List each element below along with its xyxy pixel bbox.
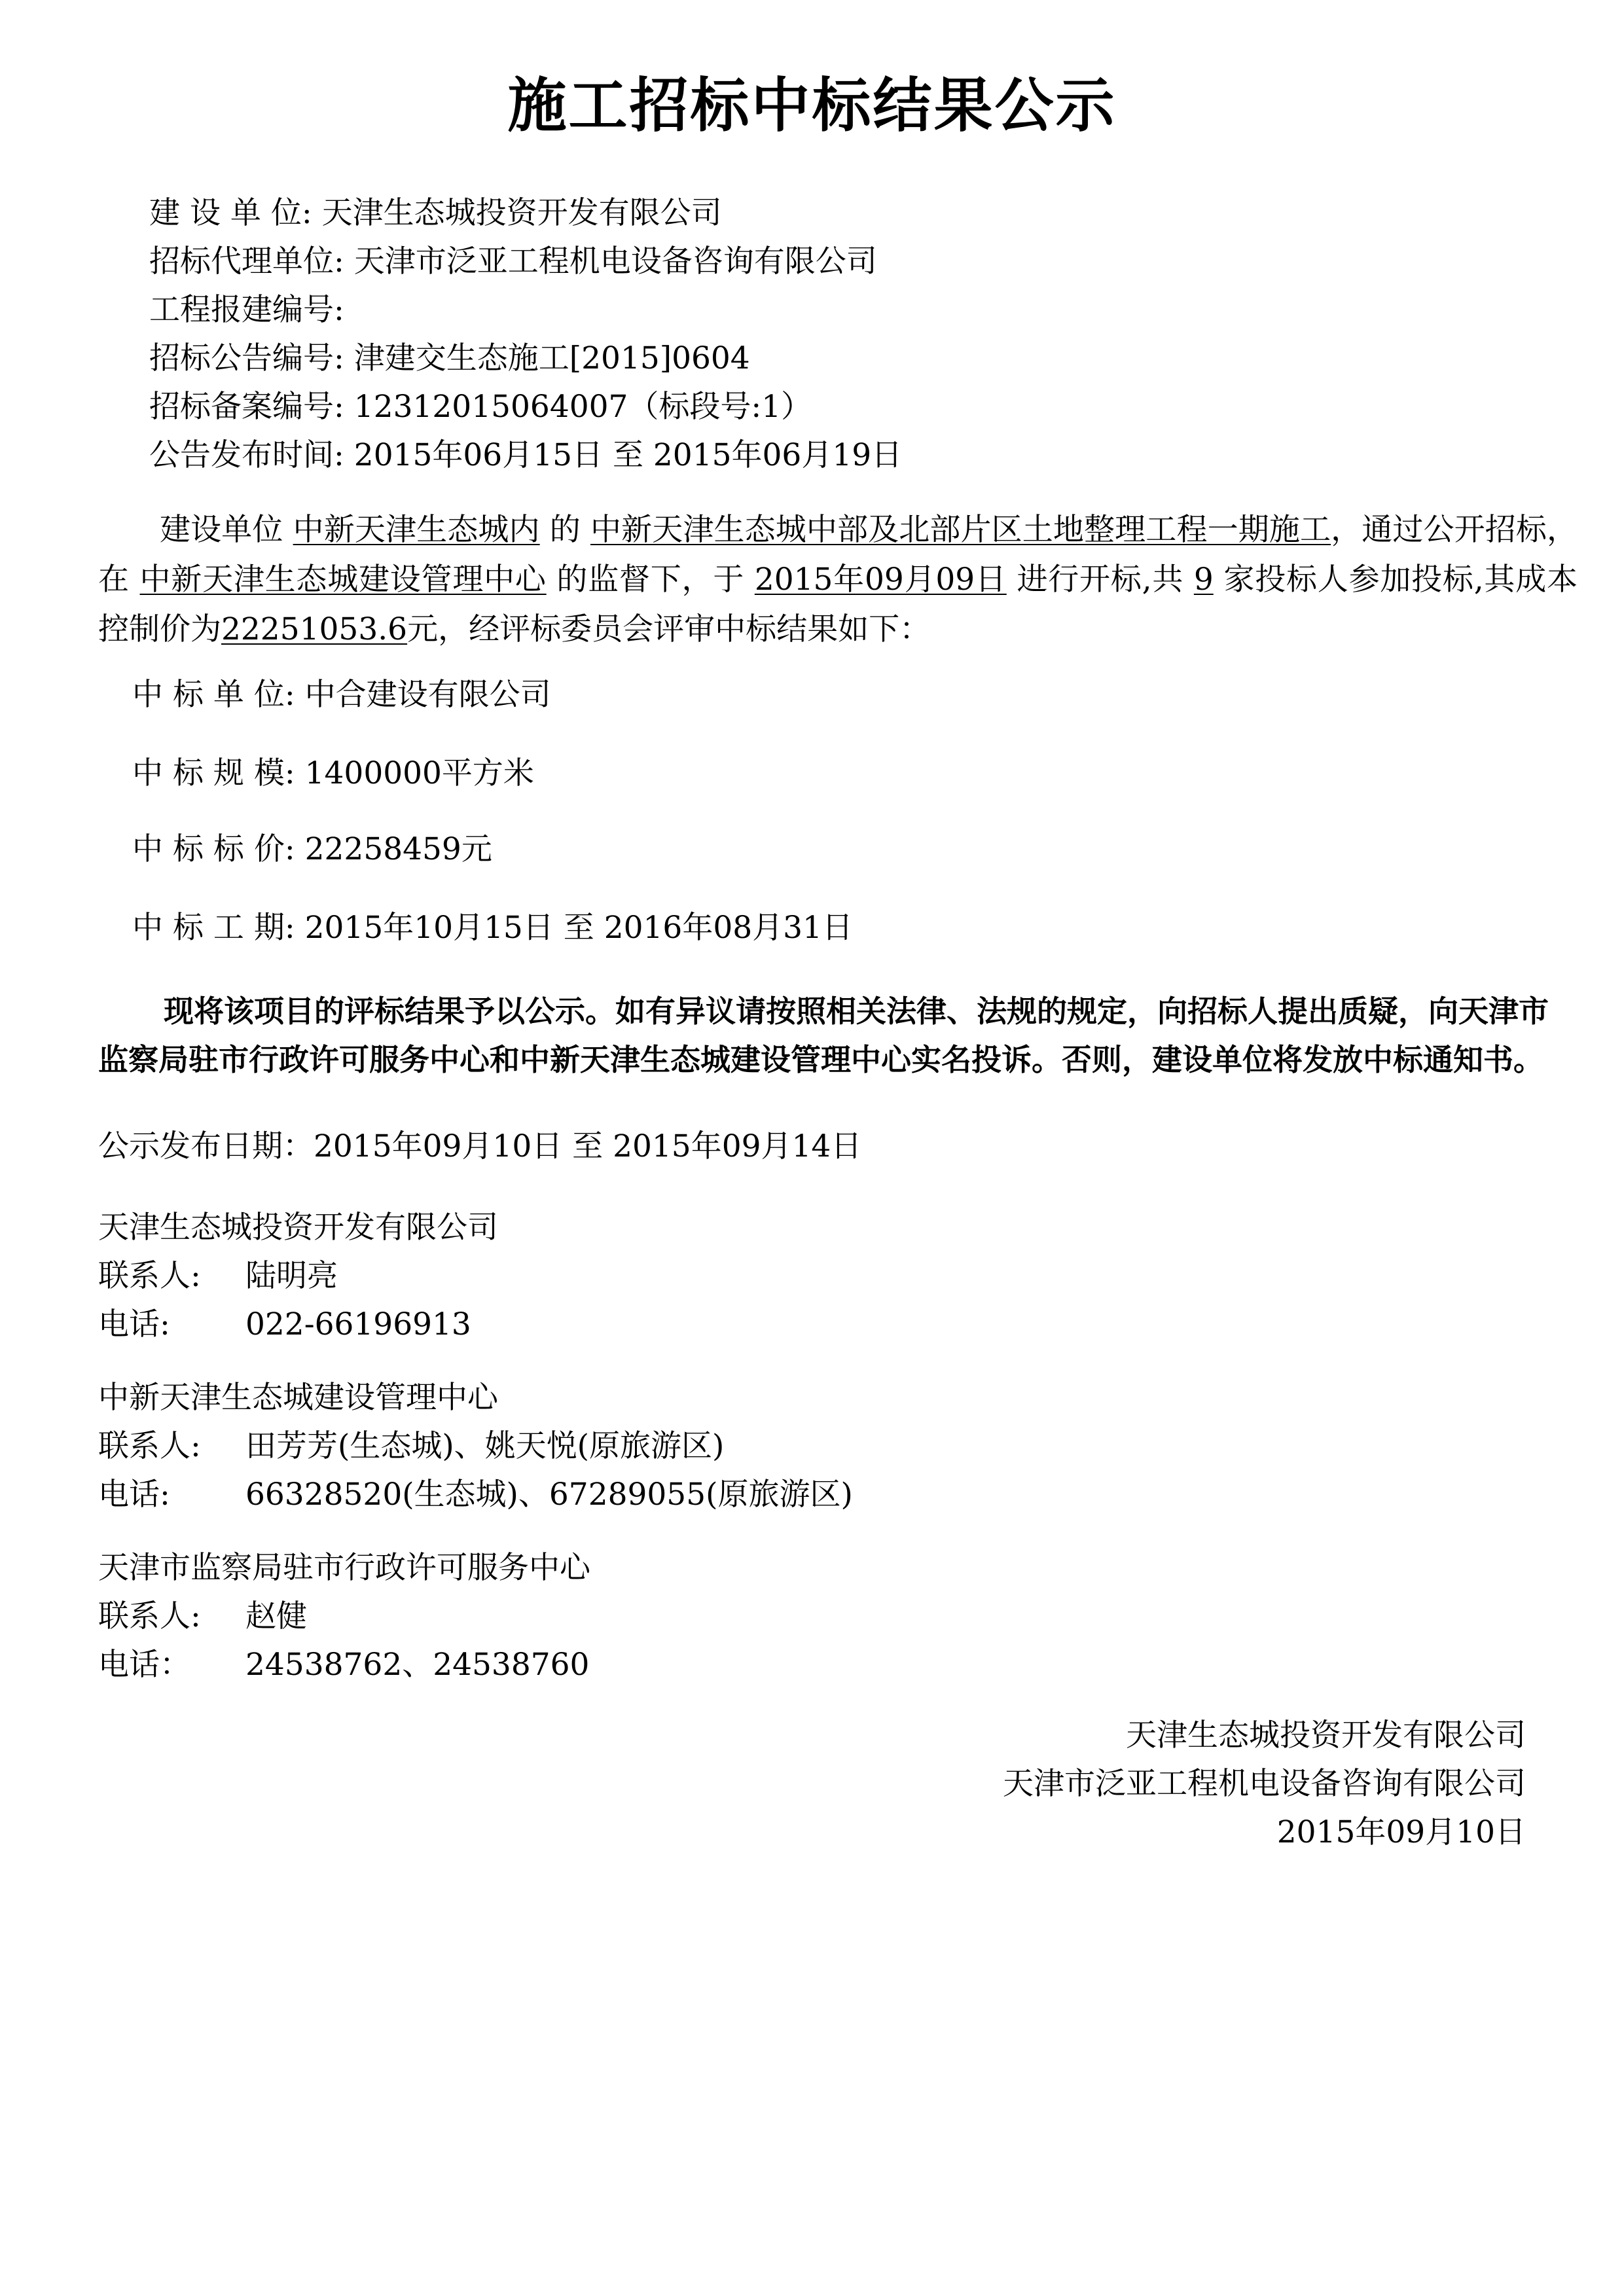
contact-person-label: 联系人: — [98, 1598, 201, 1634]
intro-text: 建设单位 — [160, 512, 293, 548]
field-label: 中 标 规 模: — [132, 755, 295, 791]
field-label: 中 标 标 价: — [132, 831, 295, 867]
contact-phone-row — [98, 1475, 853, 1515]
field-label: 公告发布时间: — [149, 437, 344, 473]
signature-org-1: 天津生态城投资开发有限公司 — [1126, 1717, 1526, 1753]
control-price: 22251053.6 — [221, 611, 408, 647]
notice-paragraph: 现将该项目的评标结果予以公示。如有异议请按照相关法律、法规的规定，向招标人提出质疑，向天津市监察局驻市行政许可服务中心和中新天津生态城建设管理中心实名投诉。否则，建设单位将发放中标通知书。 — [98, 994, 1549, 1077]
field-announcement-period — [149, 436, 902, 475]
result-price — [132, 830, 492, 869]
contact-phone: 022-66196913 — [245, 1306, 471, 1342]
contact-phone: 24538762、24538760 — [245, 1647, 590, 1683]
contact-phone-row — [98, 1305, 471, 1344]
intro-text: 进行开标,共 — [1006, 562, 1194, 598]
contact-phone-label: 电话: — [98, 1306, 170, 1342]
intro-text: 的 — [539, 512, 590, 548]
contact-phone-label: 电话: — [98, 1477, 170, 1513]
intro-text: 家投标人参加投标,其成本控制价为 — [98, 562, 1578, 647]
field-agent — [149, 242, 877, 281]
contact-person: 陆明亮 — [245, 1258, 338, 1294]
field-label: 中 标 工 期: — [132, 910, 295, 946]
field-value: 2015年10月15日 至 2016年08月31日 — [304, 910, 853, 946]
contact-person-row — [98, 1597, 307, 1636]
contact-person-row — [98, 1427, 724, 1466]
signature-date: 2015年09月10日 — [1276, 1814, 1526, 1850]
field-value: 1400000平方米 — [304, 755, 534, 791]
publish-date: 公示发布日期：2015年09月10日 至 2015年09月14日 — [98, 1128, 862, 1164]
field-value: 天津市泛亚工程机电设备咨询有限公司 — [353, 243, 877, 279]
field-label: 建 设 单 位: — [149, 195, 312, 231]
field-announcement-no — [149, 339, 750, 378]
field-label: 工程报建编号: — [149, 292, 344, 328]
intro-text: 的监督下，于 — [546, 562, 755, 598]
signature-org-2: 天津市泛亚工程机电设备咨询有限公司 — [1003, 1766, 1526, 1802]
result-duration — [132, 908, 853, 948]
field-value: 中合建设有限公司 — [304, 677, 551, 713]
field-value: 12312015064007（标段号:1） — [353, 389, 812, 425]
project-name: 中新天津生态城中部及北部片区土地整理工程一期施工 — [590, 512, 1331, 548]
owner-name: 中新天津生态城内 — [293, 512, 540, 548]
field-label: 招标备案编号: — [149, 389, 344, 425]
bidder-count: 9 — [1193, 562, 1214, 598]
field-value: 天津生态城投资开发有限公司 — [321, 195, 722, 231]
field-project-registration-no — [149, 291, 344, 330]
field-value: 22258459元 — [304, 831, 492, 867]
result-winner — [132, 675, 551, 715]
open-date: 2015年09月09日 — [754, 562, 1007, 598]
page-title: 施工招标中标结果公示 — [507, 71, 1117, 140]
field-value: 津建交生态施工[2015]0604 — [353, 340, 750, 376]
field-owner — [149, 194, 722, 233]
result-scale — [132, 754, 534, 793]
contact-org: 天津生态城投资开发有限公司 — [98, 1210, 498, 1246]
supervisor-name: 中新天津生态城建设管理中心 — [139, 562, 547, 598]
contact-person-row — [98, 1257, 338, 1296]
intro-paragraph — [98, 505, 1578, 655]
contact-phone-label: 电话： — [98, 1647, 190, 1683]
field-label: 招标代理单位: — [149, 243, 344, 279]
contact-person: 赵健 — [245, 1598, 307, 1634]
field-value: 2015年06月15日 至 2015年06月19日 — [353, 437, 903, 473]
contact-phone-row — [98, 1645, 589, 1685]
intro-text: 元，经评标委员会评审中标结果如下： — [407, 611, 931, 647]
contact-phone: 66328520(生态城)、67289055(原旅游区) — [245, 1477, 853, 1513]
field-label: 招标公告编号: — [149, 340, 344, 376]
field-filing-no — [149, 387, 812, 427]
field-label: 中 标 单 位: — [132, 677, 295, 713]
contact-person: 田芳芳(生态城)、姚天悦(原旅游区) — [245, 1428, 725, 1464]
contact-org: 天津市监察局驻市行政许可服务中心 — [98, 1550, 590, 1586]
contact-person-label: 联系人: — [98, 1258, 201, 1294]
intro-text: ，通过公开招标，在 — [98, 512, 1578, 598]
contact-org: 中新天津生态城建设管理中心 — [98, 1380, 498, 1416]
contact-person-label: 联系人: — [98, 1428, 201, 1464]
